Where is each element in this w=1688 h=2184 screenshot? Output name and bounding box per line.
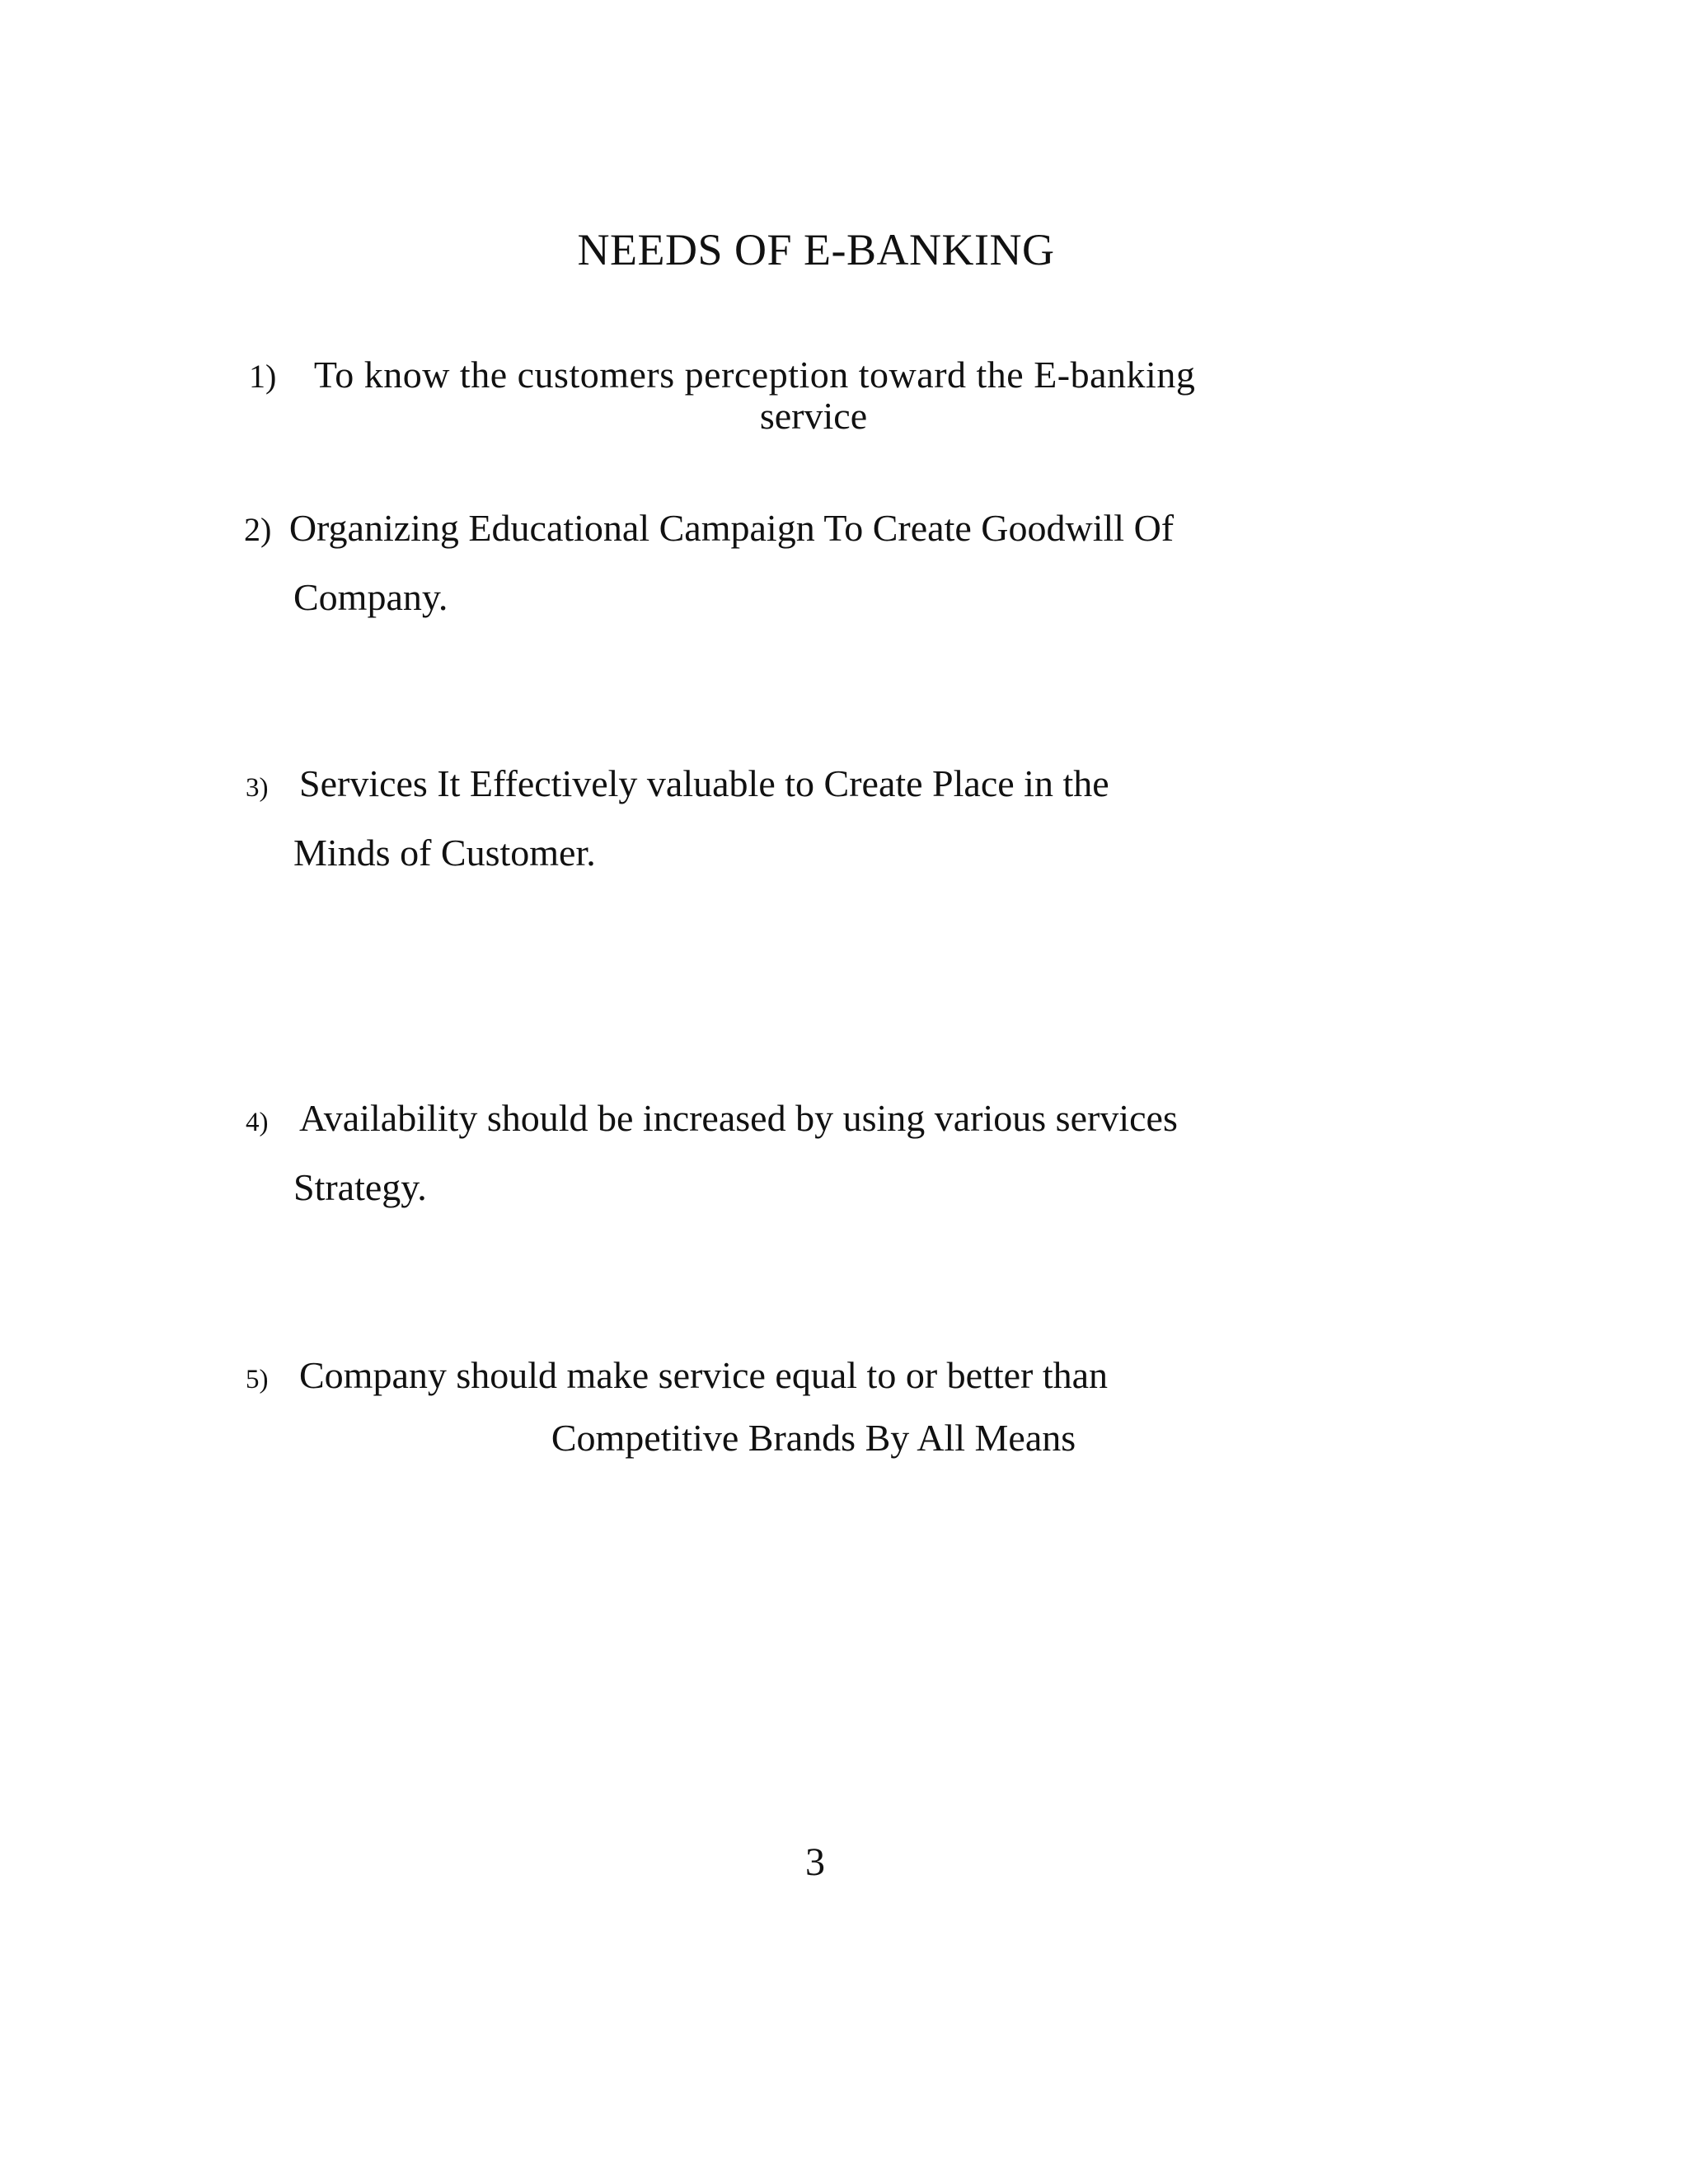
item-number: 3) (246, 773, 269, 803)
page-number: 3 (805, 1840, 825, 1884)
item-text: Organizing Educational Campaign To Create Goodwill Of (288, 507, 1175, 549)
item-continuation: Minds of Customer. (293, 832, 596, 874)
item-text: To know the customers perception toward the E-banking (313, 354, 1196, 396)
item-continuation: Strategy. (293, 1166, 427, 1208)
list-item-1 (249, 356, 1195, 394)
item-number: 4) (246, 1108, 269, 1137)
list-item-4 (246, 1099, 1178, 1137)
item-continuation: service (759, 395, 868, 437)
list-item-3 (246, 762, 1109, 804)
item-text: Services It Effectively valuable to Create Place in the (299, 762, 1109, 804)
page-title: NEEDS OF E-BANKING (577, 225, 1055, 274)
list-item-5 (246, 1354, 1109, 1396)
item-text: Availability should be increased by using various services (299, 1097, 1178, 1139)
item-continuation: Competitive Brands By All Means (551, 1417, 1076, 1459)
item-number: 2) (244, 511, 272, 548)
list-item-2 (244, 509, 1174, 547)
item-number: 5) (246, 1365, 269, 1394)
item-continuation: Company. (293, 576, 448, 618)
item-text: Company should make service equal to or better than (299, 1354, 1109, 1396)
item-number: 1) (249, 358, 277, 395)
